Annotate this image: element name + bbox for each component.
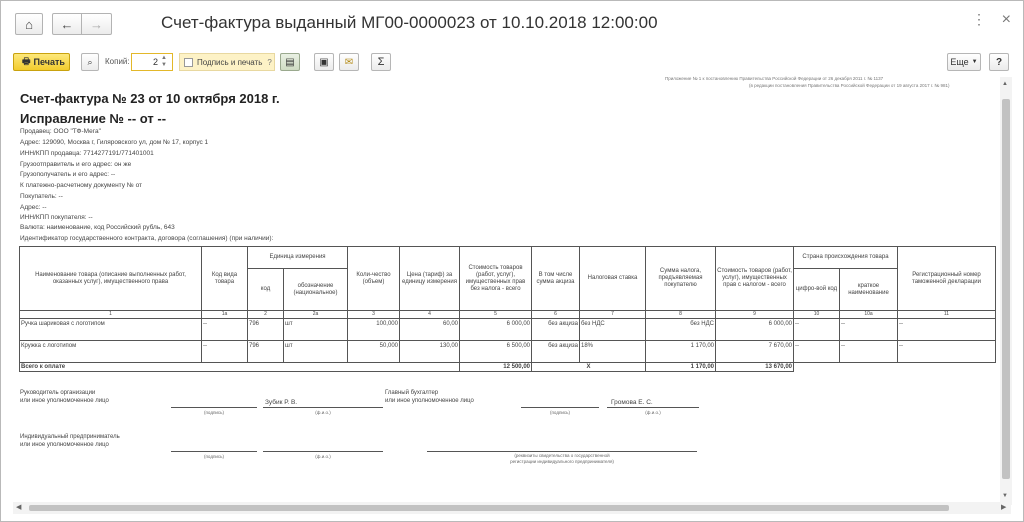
head-label-1: Руководитель организации — [20, 390, 96, 396]
ip-sign-line — [171, 451, 257, 452]
scroll-up-icon[interactable]: ▲ — [1002, 81, 1008, 87]
col-num: 10а — [840, 311, 898, 319]
total-label: Всего к оплате — [20, 363, 460, 372]
horizontal-scroll-thumb[interactable] — [29, 505, 949, 511]
ip-label-2: или иное уполномоченное лицо — [20, 442, 109, 448]
head-name: Зубик Р. В. — [265, 399, 298, 406]
cell-unit-code: 796 — [248, 319, 284, 341]
cell-tax-sum: 1 170,00 — [646, 341, 716, 363]
arrow-right-icon: → — [90, 16, 103, 32]
cell-country-code: -- — [794, 341, 840, 363]
ip-fio-caption: (ф.и.о.) — [315, 454, 331, 459]
ip-name-line — [263, 451, 383, 452]
title-bar — [1, 1, 1023, 43]
ip-sign-caption: (подпись) — [203, 454, 224, 459]
cell-country-code: -- — [794, 319, 840, 341]
total-cost-with-tax: 13 670,00 — [716, 363, 794, 372]
th-country-short: краткое наименование — [840, 269, 898, 311]
spin-down-icon[interactable]: ▼ — [161, 62, 167, 68]
legal-note-1: Приложение № 1 к постановлению Правительства Российской Федерации от 26 декабря 2011 г. № 1137 — [665, 76, 884, 81]
table-edit-icon: ▤ — [285, 56, 295, 68]
th-cost-no-tax: Стоимость товаров (работ, услуг), имущественных прав без налога - всего — [460, 247, 532, 311]
cell-excise: без акциза — [532, 319, 580, 341]
ip-cert-line — [427, 451, 697, 452]
cell-kind-code: -- — [202, 341, 248, 363]
th-country-code: цифро-вой код — [794, 269, 840, 311]
col-num: 1а — [202, 311, 248, 319]
field-buyer-inn: ИНН/КПП покупателя: -- — [20, 214, 93, 221]
th-country: Страна происхождения товара — [794, 247, 898, 269]
copies-spinner[interactable] — [159, 55, 169, 69]
field-shipper: Грузоотправитель и его адрес: он же — [20, 161, 132, 168]
cell-reg-no: -- — [898, 319, 996, 341]
spin-up-icon[interactable]: ▲ — [161, 55, 167, 61]
ip-cert-caption-1: (реквизиты свидетельства о государственной — [514, 453, 610, 458]
table-header-row — [20, 247, 996, 269]
cell-tax-sum: без НДС — [646, 319, 716, 341]
more-button-label: Еще — [950, 57, 969, 67]
table-row — [20, 319, 996, 341]
cell-name: Ручка шариковая с логотипом — [20, 319, 202, 341]
forward-button[interactable] — [82, 13, 112, 35]
cell-cost-with-tax: 7 670,00 — [716, 341, 794, 363]
cell-qty: 100,000 — [348, 319, 400, 341]
arrow-left-icon: ← — [60, 16, 74, 32]
cell-cost-with-tax: 6 000,00 — [716, 319, 794, 341]
cell-kind-code: -- — [202, 319, 248, 341]
total-row — [20, 363, 996, 372]
total-empty — [794, 363, 996, 372]
checkbox-box[interactable] — [184, 58, 193, 67]
legal-note-2: (в редакции постановления Правительства Российской Федерации от 19 августа 2017 г. № 981) — [749, 83, 950, 88]
cell-price: 130,00 — [400, 341, 460, 363]
total-tax-sum: 1 170,00 — [646, 363, 716, 372]
th-kind-code: Код вида товара — [202, 247, 248, 311]
head-sign-caption: (подпись) — [203, 410, 224, 415]
col-num: 1 — [20, 311, 202, 319]
cell-unit-sym: шт — [284, 319, 348, 341]
th-qty: Коли-чество (объем) — [348, 247, 400, 311]
cell-country-short: -- — [840, 319, 898, 341]
total-mark: X — [532, 363, 646, 372]
print-button-label: Печать — [33, 57, 65, 67]
save-button[interactable] — [314, 53, 334, 71]
vertical-scrollbar[interactable] — [1000, 77, 1012, 505]
send-email-button[interactable] — [339, 53, 359, 71]
head-name-line — [263, 407, 383, 408]
preview-button[interactable] — [81, 53, 99, 71]
column-number-row — [20, 311, 996, 319]
col-num: 2а — [284, 311, 348, 319]
window-title: Счет-фактура выданный МГ00-0000023 от 10.10.2018 12:00:00 — [161, 13, 658, 32]
home-button[interactable] — [15, 13, 43, 35]
cell-price: 60,00 — [400, 319, 460, 341]
help-button[interactable] — [989, 53, 1009, 71]
field-seller: Продавец: ООО "ТФ-Мега" — [20, 128, 101, 135]
accountant-fio-caption: (ф.и.о.) — [645, 410, 661, 415]
head-label-2: или иное уполномоченное лицо — [20, 398, 109, 404]
field-contract-id: Идентификатор государственного контракта, договора (соглашения) (при наличии): — [20, 235, 274, 242]
scroll-right-icon[interactable]: ▶ — [1001, 504, 1007, 511]
field-payment-doc: К платежно-расчетному документу № от — [20, 182, 143, 189]
cell-country-short: -- — [840, 341, 898, 363]
cell-cost-no-tax: 6 500,00 — [460, 341, 532, 363]
edit-table-button[interactable] — [280, 53, 300, 71]
accountant-label-2: или иное уполномоченное лицо — [385, 398, 474, 404]
col-num: 4 — [400, 311, 460, 319]
accountant-sign-line — [521, 407, 599, 408]
horizontal-scrollbar[interactable] — [13, 502, 1011, 514]
chevron-down-icon: ▼ — [971, 59, 978, 65]
field-currency: Валюта: наименование, код Российский рубль, 643 — [20, 224, 175, 231]
col-num: 6 — [532, 311, 580, 319]
sign-and-stamp-label: Подпись и печать — [197, 57, 263, 67]
field-consignee: Грузополучатель и его адрес: -- — [20, 171, 116, 178]
field-buyer: Покупатель: -- — [20, 193, 63, 200]
cell-qty: 50,000 — [348, 341, 400, 363]
field-buyer-address: Адрес: -- — [20, 204, 47, 211]
cell-unit-code: 796 — [248, 341, 284, 363]
cell-reg-no: -- — [898, 341, 996, 363]
more-button[interactable] — [947, 53, 981, 71]
accountant-name: Громова Е. С. — [611, 399, 653, 406]
cell-name: Кружка с логотипом — [20, 341, 202, 363]
ip-label-1: Индивидуальный предприниматель — [20, 434, 120, 440]
printer-icon: 🖶 — [22, 56, 31, 66]
th-excise: В том числе сумма акциза — [532, 247, 580, 311]
col-num: 8 — [646, 311, 716, 319]
th-price: Цена (тариф) за единицу измерения — [400, 247, 460, 311]
cell-unit-sym: шт — [284, 341, 348, 363]
accountant-label-1: Главный бухгалтер — [385, 390, 439, 396]
col-num: 10 — [794, 311, 840, 319]
invoice-table — [19, 246, 996, 372]
cell-cost-no-tax: 6 000,00 — [460, 319, 532, 341]
col-num: 3 — [348, 311, 400, 319]
copies-input[interactable]: 2 — [131, 53, 173, 71]
document-heading: Счет-фактура № 23 от 10 октября 2018 г. — [20, 91, 280, 106]
help-hint-icon[interactable]: ? — [267, 57, 272, 67]
close-icon[interactable]: × — [1001, 11, 1011, 28]
sigma-icon: Σ — [377, 56, 385, 68]
correction-heading: Исправление № -- от -- — [20, 111, 167, 126]
cell-excise: без акциза — [532, 341, 580, 363]
field-seller-inn: ИНН/КПП продавца: 7714277191/771401001 — [20, 150, 154, 157]
cell-tax-rate: 18% — [580, 341, 646, 363]
th-unit-code: код — [248, 269, 284, 311]
help-button-label: ? — [995, 56, 1003, 68]
col-num: 5 — [460, 311, 532, 319]
ip-cert-caption-2: регистрации индивидуального предпринимателя) — [510, 459, 614, 464]
accountant-sign-caption: (подпись) — [549, 410, 570, 415]
back-button[interactable] — [52, 13, 82, 35]
cell-tax-rate: без НДС — [580, 319, 646, 341]
envelope-icon: ✉ — [344, 56, 354, 68]
magnifier-icon: ⌕ — [87, 56, 93, 67]
th-tax-sum: Сумма налога, предъявляемая покупателю — [646, 247, 716, 311]
col-num: 7 — [580, 311, 646, 319]
accountant-name-line — [607, 407, 699, 408]
more-actions-icon[interactable]: ⋮ — [972, 11, 987, 27]
head-sign-line — [171, 407, 257, 408]
scroll-left-icon[interactable]: ◀ — [16, 504, 22, 511]
scroll-down-icon[interactable]: ▼ — [1002, 493, 1008, 499]
col-num: 11 — [898, 311, 996, 319]
toolbar — [1, 49, 1023, 75]
table-row — [20, 341, 996, 363]
total-cost-no-tax: 12 500,00 — [460, 363, 532, 372]
col-num: 2 — [248, 311, 284, 319]
th-tax-rate: Налоговая ставка — [580, 247, 646, 311]
th-unit: Единица измерения — [248, 247, 348, 269]
floppy-disk-icon: ▣ — [319, 56, 329, 68]
home-icon: ⌂ — [25, 16, 33, 32]
sum-button[interactable] — [371, 53, 391, 71]
copies-label: Копий: — [105, 57, 130, 66]
th-unit-sym: обозначение (национальное) — [284, 269, 348, 311]
th-cost-with-tax: Стоимость товаров (работ, услуг), имущественных прав с налогом - всего — [716, 247, 794, 311]
sign-and-stamp-checkbox[interactable] — [179, 53, 275, 71]
vertical-scroll-thumb[interactable] — [1002, 99, 1010, 479]
th-reg-no: Регистрационный номер таможенной декларации — [898, 247, 996, 311]
th-name: Наименование товара (описание выполненных работ, оказанных услуг), имущественного права — [20, 247, 202, 311]
print-button[interactable] — [13, 53, 70, 71]
field-seller-address: Адрес: 129090, Москва г, Гиляровского ул, дом № 17, корпус 1 — [20, 139, 209, 146]
col-num: 9 — [716, 311, 794, 319]
head-fio-caption: (ф.и.о.) — [315, 410, 331, 415]
